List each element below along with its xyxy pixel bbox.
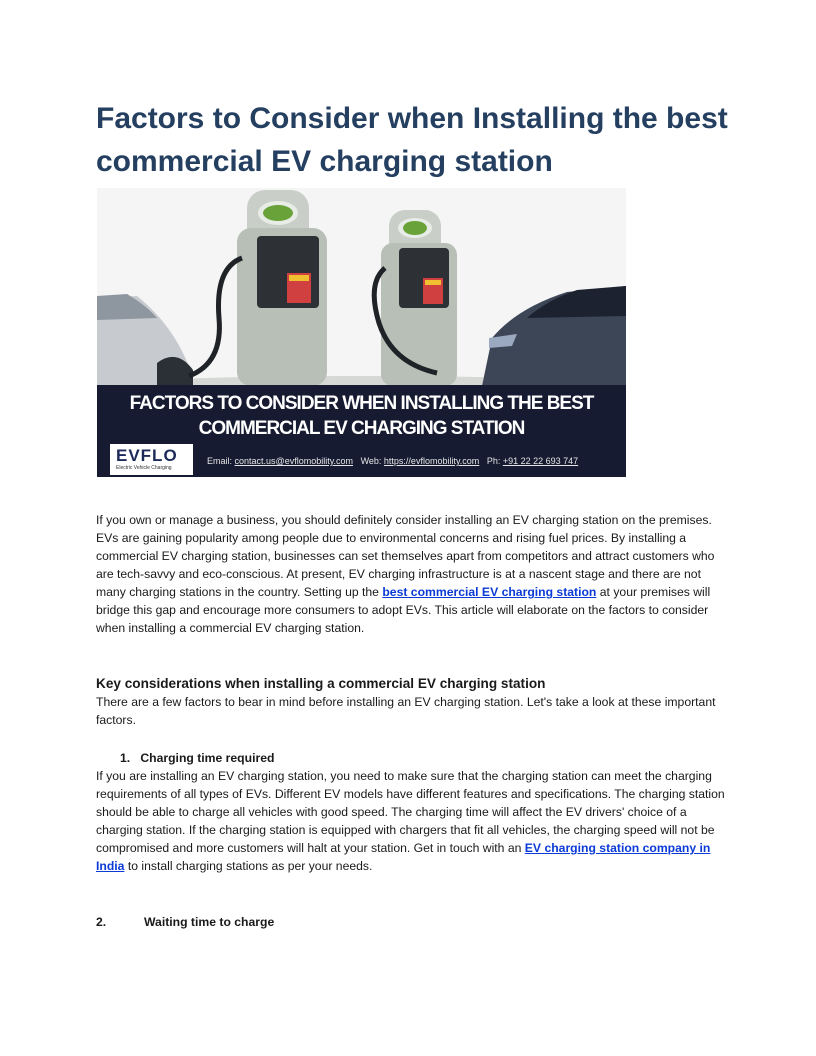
- factor-1-title: Charging time required: [140, 751, 275, 765]
- web-link[interactable]: https://evflomobility.com: [383, 456, 480, 466]
- logo-wordmark: EVFLO: [116, 446, 178, 465]
- phone-label: Ph:: [486, 456, 501, 466]
- banner-headline-line-2: COMMERCIAL EV CHARGING STATION: [198, 418, 525, 439]
- factor-2-number: 2.: [96, 915, 107, 929]
- ev-charging-station-company-link[interactable]: EV charging station company in India: [96, 841, 711, 873]
- intro-text-end: at your premises will bridge this gap and encourage more consumers to adopt EVs. This article will elaborate on the factors to consider when installing a commercial EV charging station.: [96, 585, 711, 635]
- intro-text-start: If you own or manage a business, you should definitely consider installing an EV charging station on the premises. EVs are gaining popularity among people due to environmental concerns and rising fuel prices. By installing a commercial EV charging station, businesses can set themselves apart from competitors and attract customers who are tech-savvy and eco-conscious. At present, EV charging infrastructure is at a nascent stage and there are not many charging stations in the country. Setting up the: [96, 513, 715, 599]
- factor-1-paragraph: [96, 767, 726, 875]
- hero-banner-image: [97, 188, 626, 477]
- section-heading: Key considerations when installing a commercial EV charging station: [96, 676, 546, 691]
- banner-headline: [97, 391, 626, 441]
- evflo-logo: [110, 444, 193, 475]
- intro-paragraph: [96, 511, 726, 637]
- factor-2-heading: [96, 913, 275, 931]
- factor-1-heading: [120, 749, 274, 767]
- factor-1-number: 1.: [120, 751, 131, 765]
- banner-contact-line: [207, 456, 578, 466]
- factor-2-title: Waiting time to charge: [144, 915, 275, 929]
- page-title: Factors to Consider when Installing the best commercial EV charging station: [96, 102, 728, 178]
- logo-tagline: Electric Vehicle Charging: [116, 465, 172, 471]
- factor-1-text-start: If you are installing an EV charging station, you need to make sure that the charging station can meet the charging requirements of all types of EVs. Different EV models have different features and specifications. The charging station should be able to charge all vehicles with good speed. The charging time will affect the EV drivers' choice of a charging station. If the charging station is equipped with chargers that fit all vehicles, the charging speed will not be compromised and more customers will halt at your station. Get in touch with an: [96, 769, 725, 855]
- factor-1-text-end: to install charging stations as per your needs.: [124, 859, 373, 873]
- email-link[interactable]: contact.us@evflomobility.com: [234, 456, 354, 466]
- best-commercial-ev-charging-station-link[interactable]: best commercial EV charging station: [382, 585, 597, 599]
- web-label: Web:: [360, 456, 382, 466]
- banner-headline-line-1: FACTORS TO CONSIDER WHEN INSTALLING THE BEST: [129, 393, 594, 414]
- phone-link[interactable]: +91 22 22 693 747: [502, 456, 579, 466]
- email-label: Email:: [207, 456, 233, 466]
- section-lead: There are a few factors to bear in mind before installing an EV charging station. Let's take a look at these important factors.: [96, 695, 716, 727]
